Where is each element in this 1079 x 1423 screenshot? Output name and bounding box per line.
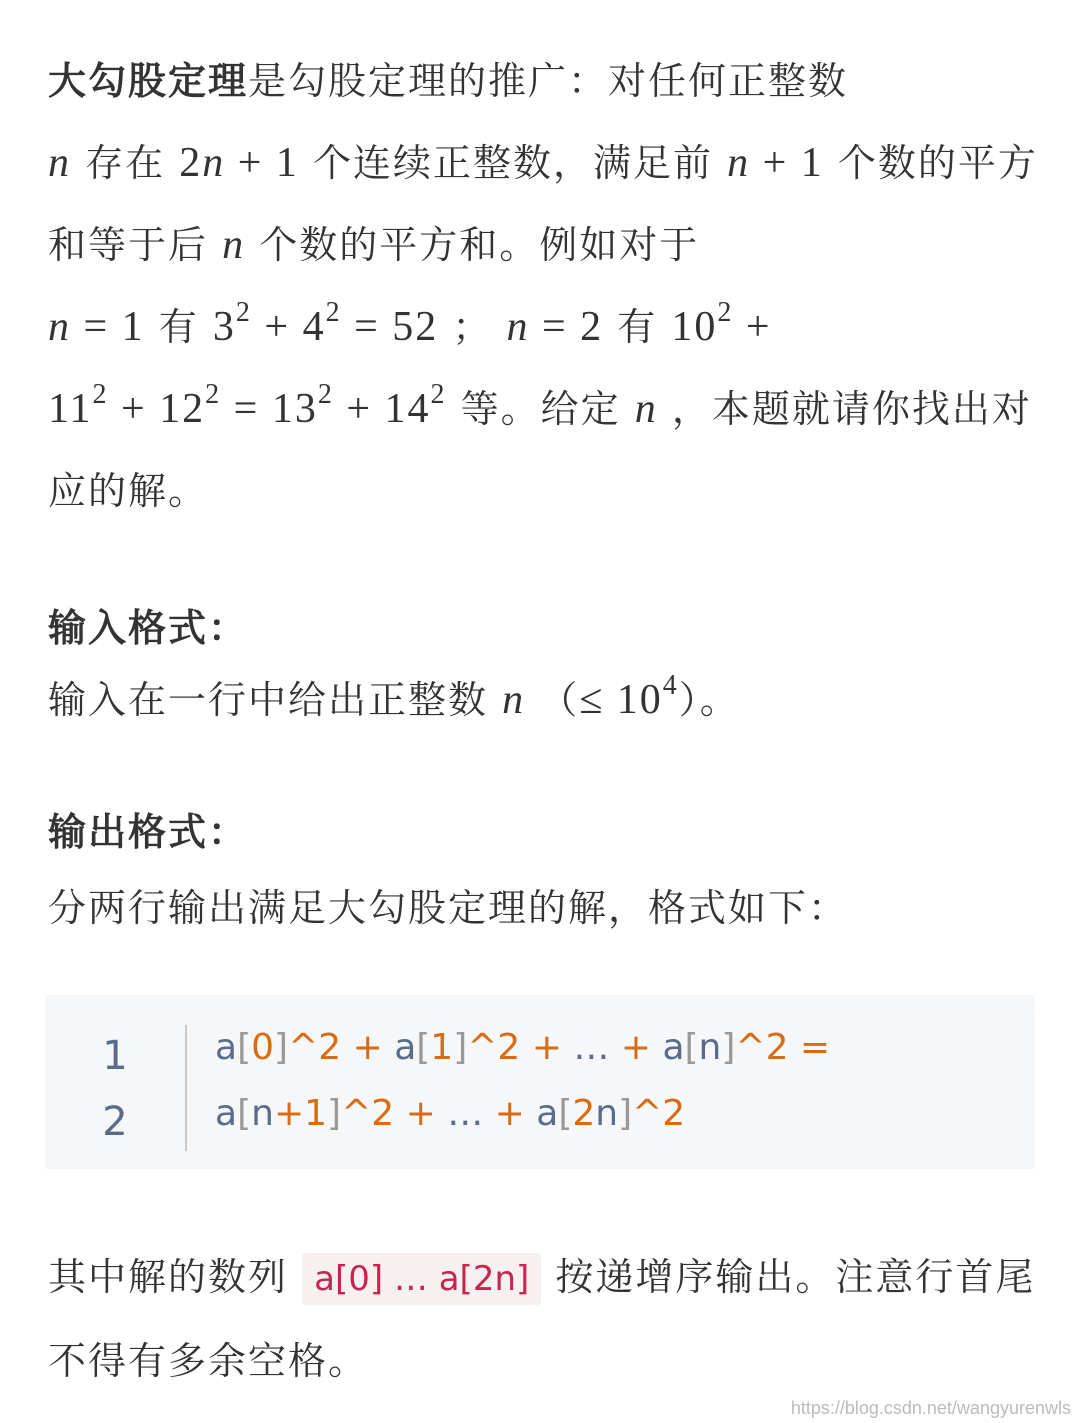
intro-text-10: ，本题就请你找出对应的解。: [48, 387, 1032, 513]
intro-text-9: 等。给定: [460, 387, 621, 431]
math-constraint: ≤ $10^4$: [579, 670, 679, 723]
intro-text-5: 个数的平方和。例如对于: [259, 223, 700, 267]
watermark: https://blog.csdn.net/wangyurenwls: [790, 1398, 1071, 1418]
intro-text-7: ；: [452, 305, 493, 349]
gutter-divider: [185, 1025, 187, 1151]
math-n: n: [502, 677, 526, 723]
code-lines: [215, 1015, 830, 1147]
intro-text-2: 存在: [85, 141, 166, 185]
intro-paragraph: [48, 40, 1038, 532]
code-line-2: a[n+1]^2 + … + a[2n]^2: [215, 1093, 686, 1134]
inline-code-sequence: a[0] … a[2n]: [302, 1253, 541, 1305]
output-format-heading: 输出格式：: [48, 809, 249, 854]
math-n: n: [48, 140, 71, 186]
intro-text-6: 有: [158, 305, 199, 349]
input-format-text: [48, 664, 1038, 736]
math-n: n: [634, 386, 658, 432]
math-2n-plus-1: 2n + 1: [179, 140, 299, 186]
line-number: 2: [102, 1099, 128, 1145]
line-number: 1: [102, 1033, 128, 1079]
math-n: n: [222, 222, 246, 268]
math-n-eq-2: n = 2: [506, 304, 604, 350]
input-text: 输入在一行中给出正整数: [48, 678, 489, 722]
code-line-numbers: [45, 1023, 185, 1155]
footer-text-1: 其中解的数列: [48, 1255, 289, 1299]
footer-paragraph: [48, 1236, 1038, 1402]
code-block: [45, 995, 1035, 1169]
math-example-2: $10^2$ + $11^2 + 12^2 = 13^2 + 14^2$: [48, 297, 772, 432]
math-n-plus-1: n + 1: [727, 140, 824, 186]
code-line-1: a[0]^2 + a[1]^2 + … + a[n]^2 =: [215, 1027, 831, 1068]
intro-bold-title: 大勾股定理: [48, 58, 249, 103]
input-format-heading: 输入格式：: [48, 605, 249, 650]
output-format-text: 分两行输出满足大勾股定理的解，格式如下：: [48, 886, 849, 930]
intro-text-4: 个数的平方和等于后: [48, 141, 1038, 267]
footer-text-2: 按递增序输出。注意行首尾不得有多余空格。: [48, 1255, 1036, 1383]
constraint-close: ）。: [678, 678, 740, 722]
intro-text-8: 有: [617, 305, 658, 349]
intro-text-3: 个连续正整数，满足前: [312, 141, 713, 185]
math-n-eq-1: n = 1: [48, 304, 145, 350]
constraint-open: （: [539, 678, 580, 722]
intro-text-1: 是勾股定理的推广：对任何正整数: [248, 59, 849, 103]
math-example-1: $3^2 + 4^2 = 52$: [212, 297, 439, 350]
